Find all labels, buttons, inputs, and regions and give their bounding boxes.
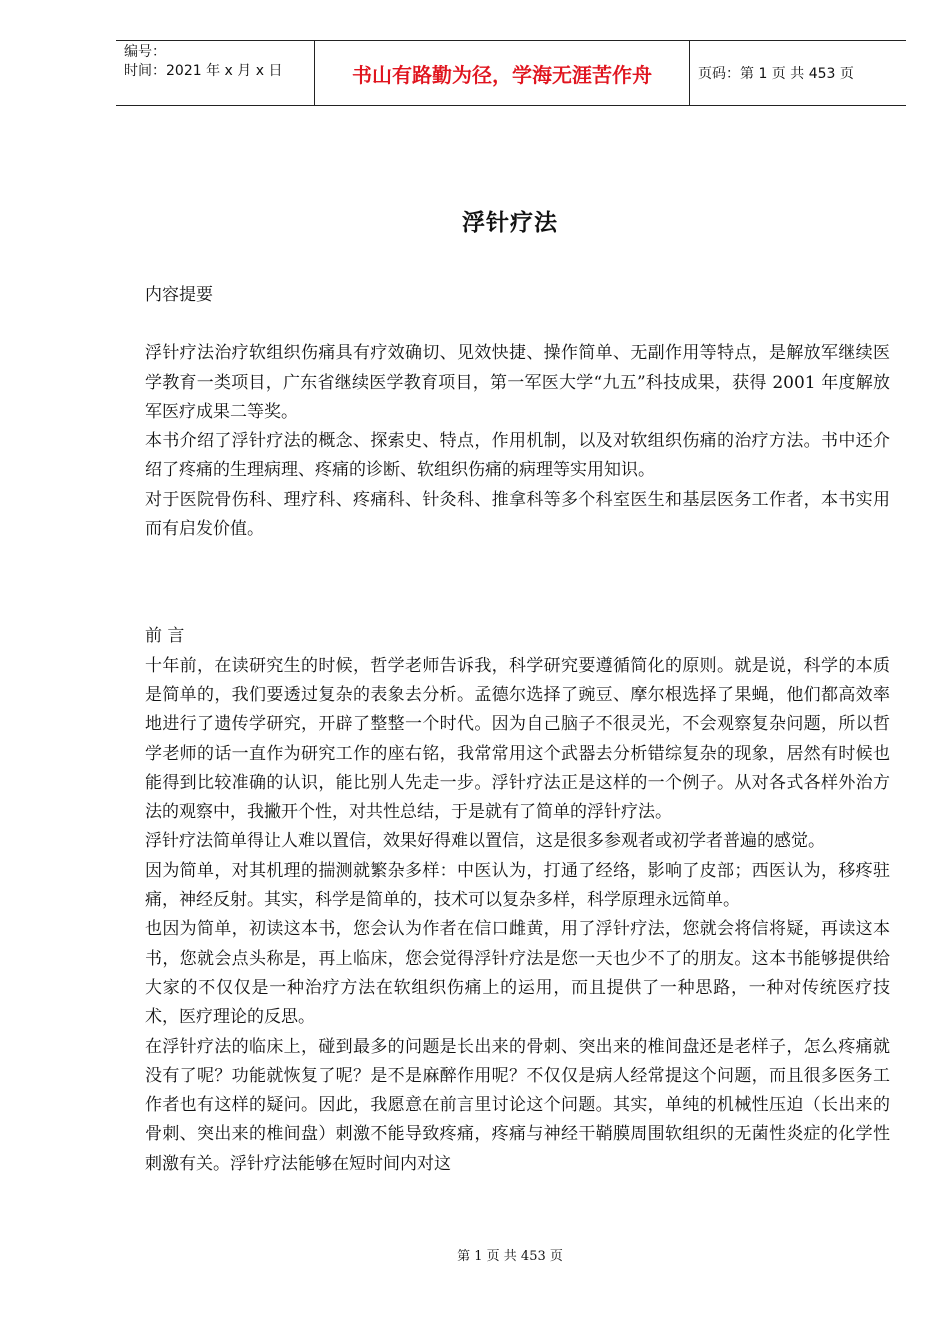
- preface-paragraph: 也因为简单，初读这本书，您会认为作者在信口雌黄，用了浮针疗法，您就会将信将疑，再读这本书，您就会点头称是，再上临床，您会觉得浮针疗法是您一天也少不了的朋友。这本书能够提供给大家的不仅仅是一种治疗方法在软组织伤痛上的运用，而且提供了一种思路，一种对传统医疗技术，医疗理论的反思。: [145, 919, 890, 1028]
- document-body: [145, 281, 890, 1179]
- preface-paragraph: 在浮针疗法的临床上，碰到最多的问题是长出来的骨刺、突出来的椎间盘还是老样子，怎么疼痛就没有了呢？功能就恢复了呢？是不是麻醉作用呢？不仅仅是病人经常提这个问题，而且很多医务工作者也有这样的疑问。因此，我愿意在前言里讨论这个问题。其实，单纯的机械性压迫（长出来的骨刺、突出来的椎间盘）刺激不能导致疼痛，疼痛与神经干鞘膜周围软组织的无菌性炎症的化学性刺激有关。浮针疗法能够在短时间内对这: [145, 1036, 890, 1174]
- summary-paragraph: 本书介绍了浮针疗法的概念、探索史、特点，作用机制，以及对软组织伤痛的治疗方法。书中还介绍了疼痛的生理病理、疼痛的诊断、软组织伤痛的病理等实用知识。: [145, 431, 890, 481]
- header-page-info: 页码：第 1 页 共 453 页: [698, 66, 854, 82]
- page-footer: 第 1 页 共 453 页: [457, 1249, 563, 1264]
- header-bar: [116, 40, 906, 106]
- preface-paragraph: 浮针疗法简单得让人难以置信，效果好得难以置信，这是很多参观者或初学者普遍的感觉。: [145, 831, 825, 852]
- preface-paragraph: 十年前，在读研究生的时候，哲学老师告诉我，科学研究要遵循简化的原则。就是说，科学的本质是简单的，我们要透过复杂的表象去分析。孟德尔选择了豌豆、摩尔根选择了果蝇，他们都高效率地进行了遗传学研究，开辟了整整一个时代。因为自己脑子不很灵光，不会观察复杂问题，所以哲学老师的话一直作为研究工作的座右铭，我常常用这个武器去分析错综复杂的现象，居然有时候也能得到比较准确的认识，能比别人先走一步。浮针疗法正是这样的一个例子。从对各式各样外治方法的观察中，我撇开个性，对共性总结，于是就有了简单的浮针疗法。: [145, 655, 890, 823]
- summary-paragraph: 浮针疗法治疗软组织伤痛具有疗效确切、见效快捷、操作简单、无副作用等特点，是解放军继续医学教育一类项目，广东省继续医学教育项目，第一军医大学“九五”科技成果，获得 2001 年度解放军医疗成果二等奖。: [145, 343, 890, 422]
- time-label: 时间：2021 年 x 月 x 日: [124, 63, 283, 79]
- id-label: 编号：: [124, 44, 166, 60]
- header-motto: 书山有路勤为径，学海无涯苦作舟: [315, 41, 690, 105]
- document-title: 浮针疗法: [462, 209, 558, 236]
- preface-paragraph: 因为简单，对其机理的揣测就繁杂多样：中医认为，打通了经络，影响了皮部；西医认为，移疼驻痛，神经反射。其实，科学是简单的，技术可以复杂多样，科学原理永远简单。: [145, 860, 890, 911]
- header-meta: [116, 41, 315, 105]
- summary-heading: 内容提要: [145, 285, 213, 305]
- summary-paragraph: 对于医院骨伤科、理疗科、疼痛科、针灸科、推拿科等多个科室医生和基层医务工作者，本书实用而有启发价值。: [145, 489, 890, 540]
- preface-heading: 前 言: [145, 626, 185, 647]
